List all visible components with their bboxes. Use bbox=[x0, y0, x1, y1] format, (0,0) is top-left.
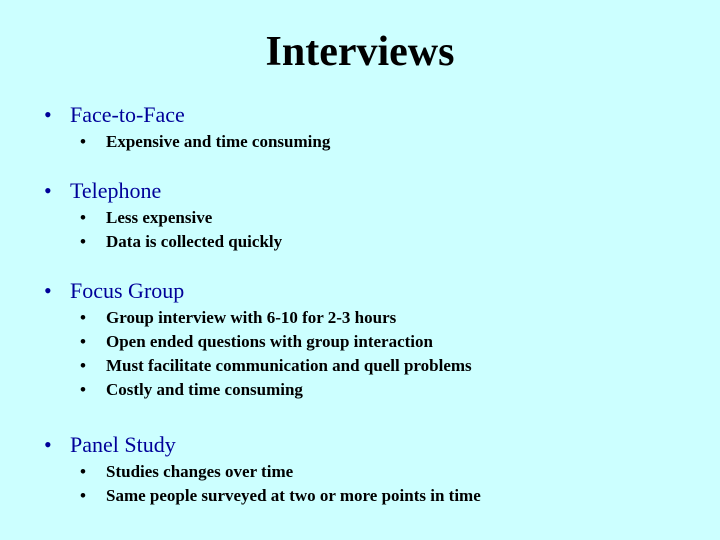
bullet-icon: • bbox=[80, 486, 86, 505]
list-item bbox=[0, 462, 720, 486]
item-text: Costly and time consuming bbox=[106, 380, 303, 399]
list-item bbox=[0, 332, 720, 356]
heading-text: Focus Group bbox=[70, 278, 185, 303]
bullet-icon: • bbox=[80, 462, 86, 481]
bullet-icon: • bbox=[44, 178, 52, 203]
heading-text: Panel Study bbox=[70, 432, 176, 457]
item-text: Same people surveyed at two or more points in time bbox=[106, 486, 481, 505]
bullet-icon: • bbox=[80, 232, 86, 251]
bullet-icon: • bbox=[80, 132, 86, 151]
section-heading bbox=[0, 432, 720, 462]
item-text: Data is collected quickly bbox=[106, 232, 283, 251]
section-panel-study bbox=[0, 432, 720, 510]
section-focus-group bbox=[0, 278, 720, 404]
section-heading bbox=[0, 178, 720, 208]
bullet-icon: • bbox=[44, 278, 52, 303]
section-face-to-face bbox=[0, 102, 720, 156]
list-item bbox=[0, 486, 720, 510]
item-text: Expensive and time consuming bbox=[106, 132, 331, 151]
section-heading bbox=[0, 278, 720, 308]
list-item bbox=[0, 308, 720, 332]
item-text: Studies changes over time bbox=[106, 462, 294, 481]
heading-text: Face-to-Face bbox=[70, 102, 185, 127]
bullet-icon: • bbox=[44, 432, 52, 457]
slide-title: Interviews bbox=[265, 29, 455, 75]
item-text: Less expensive bbox=[106, 208, 213, 227]
bullet-icon: • bbox=[80, 208, 86, 227]
list-item bbox=[0, 380, 720, 404]
item-text: Group interview with 6-10 for 2-3 hours bbox=[106, 308, 397, 327]
section-telephone bbox=[0, 178, 720, 256]
item-text: Open ended questions with group interaction bbox=[106, 332, 433, 351]
section-heading bbox=[0, 102, 720, 132]
list-item bbox=[0, 356, 720, 380]
bullet-icon: • bbox=[80, 380, 86, 399]
list-item bbox=[0, 208, 720, 232]
item-text: Must facilitate communication and quell problems bbox=[106, 356, 472, 375]
bullet-icon: • bbox=[80, 308, 86, 327]
bullet-icon: • bbox=[80, 332, 86, 351]
list-item bbox=[0, 132, 720, 156]
heading-text: Telephone bbox=[70, 178, 162, 203]
bullet-icon: • bbox=[44, 102, 52, 127]
bullet-icon: • bbox=[80, 356, 86, 375]
list-item bbox=[0, 232, 720, 256]
